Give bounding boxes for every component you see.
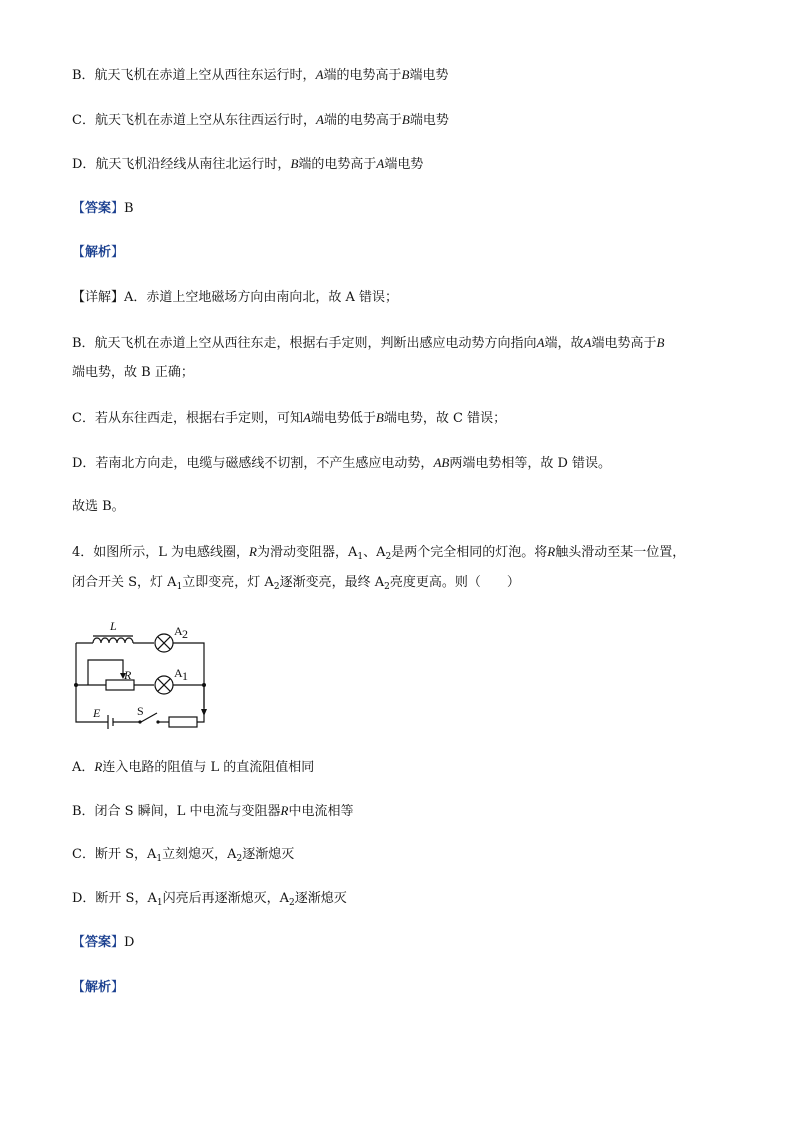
analysis-heading-q3: 【解析】	[72, 245, 125, 260]
bottom-rheostat-arrow	[201, 709, 207, 716]
label-a2: A	[174, 624, 183, 638]
label-a2-sub: 2	[182, 627, 188, 641]
label-a1: A	[174, 666, 183, 680]
detail-b-line2: 端电势，故 B 正确；	[72, 365, 194, 380]
label-s: S	[137, 704, 144, 718]
right-wire	[173, 643, 204, 722]
detail-d: D．若南北方向走，电缆与磁感线不切割，不产生感应电动势，AB两端电势相等，故 D 错误。	[72, 455, 612, 471]
label-r: R	[124, 668, 132, 682]
circuit-diagram	[66, 614, 226, 732]
question-4-line1: 4．如图所示，L 为电感线圈，R为滑动变阻器，$A_1$、$A_2$是两个完全相同的灯泡。将R触头滑动至某一位置，	[72, 544, 686, 562]
option-d-q3: D．航天飞机沿经线从南往北运行时，B端的电势高于A端电势	[72, 156, 424, 172]
option-a-q4: A．R连入电路的阻值与 L 的直流阻值相同	[72, 759, 315, 775]
label-a1-sub: 1	[182, 669, 188, 683]
option-c-q3: C．航天飞机在赤道上空从东往西运行时，A端的电势高于B端电势	[72, 112, 449, 128]
analysis-heading-q4: 【解析】	[72, 980, 125, 995]
option-d-q4: D．断开 S，$A_1$闪亮后再逐渐熄灭，$A_2$逐渐熄灭	[72, 891, 347, 908]
left-wire	[76, 643, 108, 722]
switch-contact-left	[138, 720, 141, 723]
detail-a: 【详解】A．赤道上空地磁场方向由南向北，故 A 错误；	[72, 290, 399, 305]
detail-b-line1: B．航天飞机在赤道上空从西往东走，根据右手定则，判断出感应电动势方向指向A端，故A端电势高于B	[72, 335, 665, 351]
question-4-line2: 闭合开关 S，灯 $A_1$立即变亮，灯 $A_2$逐渐变亮，最终 $A_2$亮度更高。则（ ）	[72, 575, 520, 592]
option-b-q4: B．闭合 S 瞬间，L 中电流与变阻器R中电流相等	[72, 803, 354, 819]
detail-c: C．若从东往西走，根据右手定则，可知A端电势低于B端电势，故 C 错误；	[72, 410, 507, 426]
label-e: E	[93, 706, 101, 720]
switch-contact-right	[156, 720, 159, 723]
choose-answer: 故选 B。	[72, 499, 125, 514]
answer-q4: 【答案】D	[72, 935, 135, 950]
junction-left	[74, 683, 78, 687]
junction-right	[202, 683, 206, 687]
option-c-q4: C．断开 S，$A_1$立刻熄灭，$A_2$逐渐熄灭	[72, 847, 295, 864]
inductor-coil	[93, 638, 133, 643]
answer-q3: 【答案】B	[72, 201, 134, 216]
bottom-rheostat	[169, 717, 197, 727]
option-b-q3: B．航天飞机在赤道上空从西往东运行时，A端的电势高于B端电势	[72, 67, 449, 83]
label-l: L	[110, 619, 117, 633]
